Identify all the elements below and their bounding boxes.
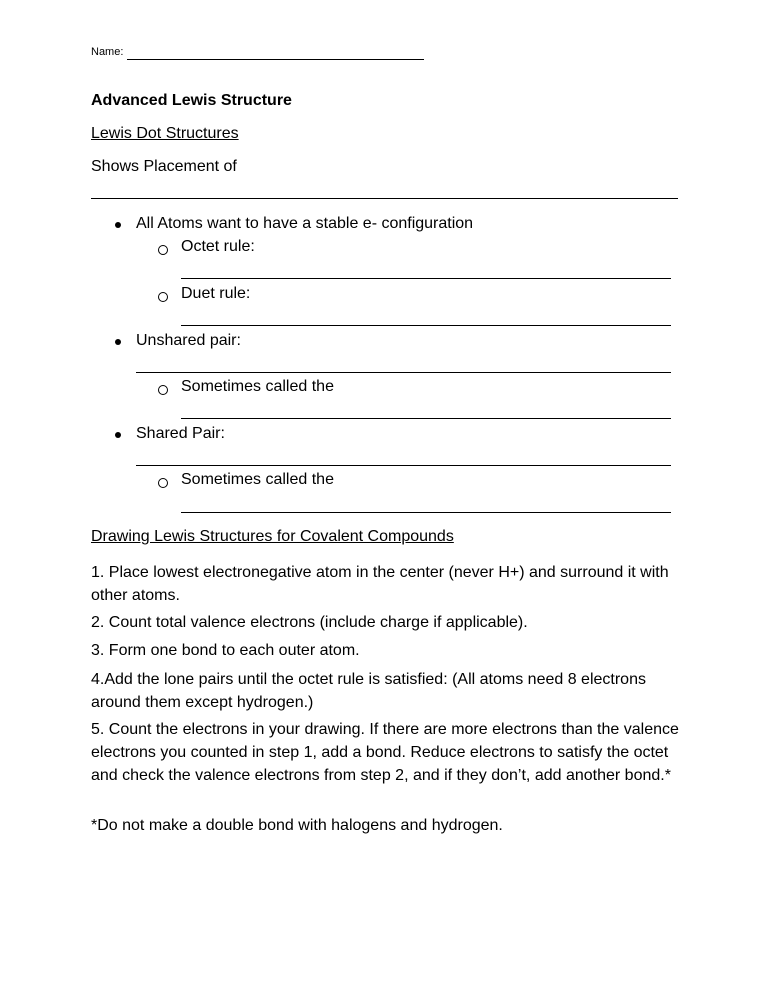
bullet-text-stable-config: All Atoms want to have a stable e- configuration xyxy=(136,215,474,232)
step-5: 5. Count the electrons in your drawing. If there are more electrons than the valence electrons you counted in step 1, add a bond. Reduce electrons to satisfy the octet and check the valence electrons from step 2, and if they don’t, add another bond.* xyxy=(91,721,679,784)
sometimes-called-label: Sometimes called the xyxy=(181,378,334,395)
shows-placement-label: Shows Placement of xyxy=(91,158,237,175)
step-4: 4.Add the lone pairs until the octet rule is satisfied: (All atoms need 8 electrons around them except hydrogen.) xyxy=(91,671,646,711)
answer-line-shared-alt-name[interactable] xyxy=(181,512,671,513)
answer-line-shared-pair[interactable] xyxy=(136,465,671,466)
name-blank-line[interactable] xyxy=(127,59,424,60)
step-3: 3. Form one bond to each outer atom. xyxy=(91,642,360,659)
step-1: 1. Place lowest electronegative atom in the center (never H+) and surround it with other atoms. xyxy=(91,564,669,604)
page-title: Advanced Lewis Structure xyxy=(91,92,292,109)
bullet-marker xyxy=(115,432,121,438)
name-label: Name: xyxy=(91,46,124,58)
bullet-text-unshared-pair: Unshared pair: xyxy=(136,332,241,349)
sub-bullet-marker xyxy=(158,478,168,488)
bullet-marker xyxy=(115,222,121,228)
section-heading-lewis-dot: Lewis Dot Structures xyxy=(91,125,239,142)
bullet-marker xyxy=(115,339,121,345)
answer-line-duet-rule[interactable] xyxy=(181,325,671,326)
sometimes-called-label: Sometimes called the xyxy=(181,471,334,488)
answer-line-unshared-alt-name[interactable] xyxy=(181,418,671,419)
answer-line-octet-rule[interactable] xyxy=(181,278,671,279)
section-heading-drawing-lewis: Drawing Lewis Structures for Covalent Compounds xyxy=(91,528,454,545)
answer-line-placement[interactable] xyxy=(91,198,678,199)
step-2: 2. Count total valence electrons (include charge if applicable). xyxy=(91,614,528,631)
sub-bullet-marker xyxy=(158,385,168,395)
duet-rule-label: Duet rule: xyxy=(181,285,251,302)
answer-line-unshared-pair[interactable] xyxy=(136,372,671,373)
footnote: *Do not make a double bond with halogens and hydrogen. xyxy=(91,817,503,834)
sub-bullet-marker xyxy=(158,292,168,302)
sub-bullet-marker xyxy=(158,245,168,255)
bullet-text-shared-pair: Shared Pair: xyxy=(136,425,225,442)
octet-rule-label: Octet rule: xyxy=(181,238,255,255)
